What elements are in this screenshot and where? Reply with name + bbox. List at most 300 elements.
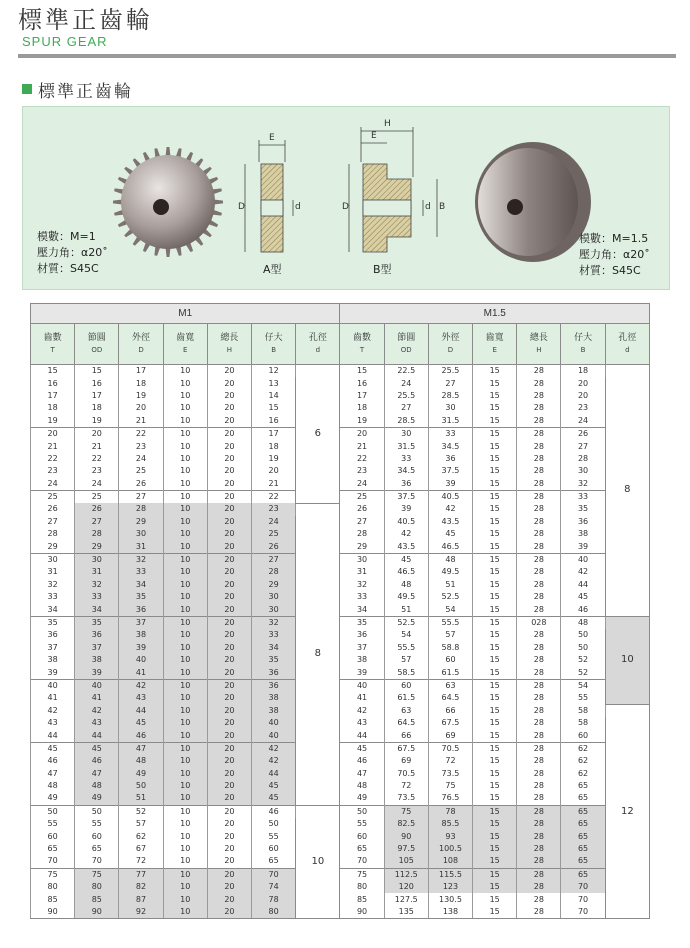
m1-cell: 75	[75, 868, 119, 881]
m1-cell: 26	[252, 540, 296, 553]
m15-cell: 73.5	[384, 792, 428, 805]
column-header-code: B	[271, 346, 277, 354]
m15-cell: 15	[473, 755, 517, 767]
section-title: 標準正齒輪	[38, 82, 133, 102]
m1-cell: 10	[163, 390, 207, 402]
column-header-name: 節圓	[87, 333, 106, 343]
m15-cell: 58.5	[384, 666, 428, 679]
m15-cell: 15	[473, 893, 517, 905]
m1-cell: 34	[252, 642, 296, 654]
m15-cell: 90	[384, 830, 428, 842]
table-row	[31, 503, 650, 515]
table-row	[31, 705, 650, 717]
m1-cell: 24	[252, 516, 296, 528]
m15-cell: 37	[340, 642, 384, 654]
m15-cell: 15	[473, 881, 517, 893]
m15-cell: 28	[517, 742, 561, 755]
m15-cell: 72	[384, 780, 428, 792]
m1-cell: 30	[31, 553, 75, 566]
m1-cell: 10	[163, 553, 207, 566]
m1-cell: 45	[252, 780, 296, 792]
m15-cell: 30	[340, 553, 384, 566]
left-spec-module: 模數：M=1	[37, 230, 96, 243]
table-row	[31, 893, 650, 905]
m15-cell: 61.5	[384, 692, 428, 704]
m15-cell: 28	[517, 692, 561, 704]
m15-cell: 40.5	[428, 490, 472, 503]
m15-cell: 54	[561, 679, 605, 692]
m1-cell: 30	[252, 591, 296, 603]
m1-cell: 40	[75, 679, 119, 692]
m1-cell: 16	[31, 377, 75, 389]
m1-cell: 20	[207, 792, 251, 805]
m15-cell: 22	[340, 453, 384, 465]
m1-cell: 41	[119, 666, 163, 679]
m15-cell: 69	[428, 729, 472, 742]
table-row	[31, 553, 650, 566]
m1-cell: 43	[31, 717, 75, 729]
m1-cell: 10	[163, 679, 207, 692]
m1-cell: 44	[75, 729, 119, 742]
m1-cell: 12	[252, 365, 296, 378]
m1-cell: 15	[75, 365, 119, 378]
table-row	[31, 453, 650, 465]
m1-cell: 26	[31, 503, 75, 515]
m1-cell: 18	[119, 377, 163, 389]
dim-label-small-d-b: d	[425, 202, 431, 212]
m1-cell: 29	[252, 579, 296, 591]
m15-cell: 15	[473, 566, 517, 578]
m1-cell: 90	[75, 906, 119, 919]
m15-cell: 46.5	[428, 540, 472, 553]
m15-cell: 50	[561, 642, 605, 654]
table-row	[31, 390, 650, 402]
m15-bore-cell: 8	[605, 365, 649, 617]
m15-cell: 15	[473, 654, 517, 666]
m15-cell: 52	[561, 666, 605, 679]
m1-cell: 20	[207, 553, 251, 566]
m1-cell: 42	[119, 679, 163, 692]
m15-cell: 41	[340, 692, 384, 704]
m1-cell: 55	[75, 818, 119, 830]
m15-cell: 72	[428, 755, 472, 767]
m15-cell: 39	[340, 666, 384, 679]
m15-bore-cell: 10	[605, 616, 649, 704]
spec-table	[30, 303, 650, 919]
column-header-code: E	[492, 346, 497, 354]
m1-cell: 38	[119, 629, 163, 641]
m15-cell: 28	[517, 591, 561, 603]
m15-cell: 29	[340, 540, 384, 553]
m15-cell: 28	[517, 855, 561, 868]
m1-cell: 23	[75, 465, 119, 477]
table-row	[31, 465, 650, 477]
m1-cell: 20	[75, 427, 119, 440]
m1-cell: 48	[75, 780, 119, 792]
m15-cell: 28	[517, 566, 561, 578]
m15-cell: 31.5	[384, 440, 428, 452]
m15-cell: 78	[428, 805, 472, 818]
m15-cell: 90	[340, 906, 384, 919]
m15-cell: 46	[340, 755, 384, 767]
column-header-code: D	[138, 346, 144, 354]
m1-cell: 33	[31, 591, 75, 603]
m1-cell: 20	[207, 540, 251, 553]
m1-cell: 34	[31, 603, 75, 616]
m15-cell: 28.5	[384, 415, 428, 428]
m1-cell: 40	[252, 717, 296, 729]
m15-cell: 70.5	[428, 742, 472, 755]
m1-cell: 27	[252, 553, 296, 566]
dim-label-e-a: E	[269, 133, 275, 143]
spur-gear-m1-photo-icon	[113, 147, 223, 257]
m15-cell: 28.5	[428, 390, 472, 402]
m1-cell: 19	[119, 390, 163, 402]
m1-cell: 10	[163, 805, 207, 818]
m15-cell: 64.5	[384, 717, 428, 729]
m15-cell: 28	[561, 453, 605, 465]
m1-cell: 20	[207, 830, 251, 842]
m15-cell: 15	[473, 528, 517, 540]
m15-cell: 28	[517, 654, 561, 666]
m1-cell: 65	[75, 843, 119, 855]
m1-cell: 60	[31, 830, 75, 842]
column-header-code: T	[50, 346, 55, 354]
m15-cell: 28	[517, 805, 561, 818]
m15-cell: 112.5	[384, 868, 428, 881]
m1-cell: 44	[31, 729, 75, 742]
table-row	[31, 666, 650, 679]
m1-cell: 49	[31, 792, 75, 805]
m1-cell: 32	[75, 579, 119, 591]
m1-cell: 49	[75, 792, 119, 805]
m15-cell: 15	[473, 855, 517, 868]
m1-cell: 20	[207, 805, 251, 818]
m1-cell: 27	[119, 490, 163, 503]
m15-cell: 28	[517, 453, 561, 465]
right-spec-angle: 壓力角：α20˚	[579, 248, 650, 261]
m1-cell: 38	[252, 705, 296, 717]
m1-cell: 20	[207, 906, 251, 919]
m1-cell: 80	[252, 906, 296, 919]
m15-cell: 58.8	[428, 642, 472, 654]
m15-cell: 85	[340, 893, 384, 905]
m15-cell: 15	[473, 629, 517, 641]
m1-cell: 10	[163, 855, 207, 868]
m1-cell: 34	[119, 579, 163, 591]
m15-cell: 40	[561, 553, 605, 566]
m15-cell: 27	[384, 402, 428, 414]
m15-cell: 23	[561, 402, 605, 414]
m1-cell: 10	[163, 830, 207, 842]
table-row	[31, 768, 650, 780]
m15-cell: 45	[384, 553, 428, 566]
m15-cell: 65	[561, 805, 605, 818]
m1-cell: 62	[119, 830, 163, 842]
m1-cell: 78	[252, 893, 296, 905]
m15-cell: 65	[561, 780, 605, 792]
m15-cell: 75	[428, 780, 472, 792]
m1-cell: 87	[119, 893, 163, 905]
m15-cell: 36	[561, 516, 605, 528]
m15-cell: 28	[517, 365, 561, 378]
m15-cell: 15	[473, 490, 517, 503]
m1-cell: 92	[119, 906, 163, 919]
m1-cell: 28	[31, 528, 75, 540]
m15-cell: 51	[428, 579, 472, 591]
m1-cell: 42	[252, 755, 296, 767]
m15-cell: 30	[561, 465, 605, 477]
m1-cell: 49	[119, 768, 163, 780]
table-row	[31, 415, 650, 428]
column-header-code: d	[315, 346, 321, 354]
m1-cell: 45	[31, 742, 75, 755]
m1-cell: 20	[207, 868, 251, 881]
m1-cell: 75	[31, 868, 75, 881]
m1-cell: 20	[207, 717, 251, 729]
table-row	[31, 868, 650, 881]
m1-cell: 20	[207, 516, 251, 528]
m1-cell: 23	[252, 503, 296, 515]
m15-cell: 62	[561, 742, 605, 755]
m15-cell: 28	[517, 465, 561, 477]
m15-cell: 49	[340, 792, 384, 805]
module-header-m1: M1	[31, 304, 340, 324]
m1-cell: 32	[119, 553, 163, 566]
m1-cell: 41	[31, 692, 75, 704]
m15-cell: 36	[384, 478, 428, 491]
m1-cell: 35	[31, 616, 75, 629]
m1-cell: 20	[207, 603, 251, 616]
m1-cell: 38	[31, 654, 75, 666]
table-row	[31, 516, 650, 528]
m15-cell: 73.5	[428, 768, 472, 780]
m15-cell: 115.5	[428, 868, 472, 881]
table-row	[31, 591, 650, 603]
m15-cell: 22.5	[384, 365, 428, 378]
m15-cell: 70.5	[384, 768, 428, 780]
m1-cell: 22	[252, 490, 296, 503]
table-row	[31, 579, 650, 591]
m15-cell: 46.5	[384, 566, 428, 578]
m15-cell: 52	[561, 654, 605, 666]
m15-cell: 45	[561, 591, 605, 603]
m15-cell: 28	[517, 755, 561, 767]
left-specs	[37, 229, 108, 277]
column-header-code: E	[182, 346, 188, 354]
m15-cell: 48	[561, 616, 605, 629]
m1-cell: 10	[163, 792, 207, 805]
m1-cell: 30	[119, 528, 163, 540]
m15-cell: 43	[340, 717, 384, 729]
m15-cell: 15	[473, 642, 517, 654]
m15-cell: 27	[428, 377, 472, 389]
m15-cell: 67.5	[428, 717, 472, 729]
m1-cell: 10	[163, 402, 207, 414]
m1-cell: 18	[31, 402, 75, 414]
m1-cell: 36	[252, 679, 296, 692]
table-row	[31, 377, 650, 389]
m1-cell: 82	[119, 881, 163, 893]
m1-cell: 10	[163, 427, 207, 440]
column-header-m15-d	[428, 324, 472, 365]
m15-cell: 15	[473, 742, 517, 755]
m1-cell: 20	[207, 490, 251, 503]
m1-cell: 10	[163, 490, 207, 503]
m15-cell: 49.5	[428, 566, 472, 578]
m1-cell: 55	[252, 830, 296, 842]
spur-gear-m15-photo-icon	[475, 142, 591, 262]
m1-cell: 26	[75, 503, 119, 515]
m15-cell: 65	[561, 868, 605, 881]
m15-cell: 28	[517, 830, 561, 842]
m15-cell: 28	[340, 528, 384, 540]
m1-cell: 85	[31, 893, 75, 905]
m15-cell: 15	[473, 792, 517, 805]
table-row	[31, 755, 650, 767]
m1-cell: 16	[75, 377, 119, 389]
m1-cell: 20	[207, 591, 251, 603]
column-header-m1-od	[75, 324, 119, 365]
m15-cell: 58	[561, 705, 605, 717]
column-header-name: 孔徑	[618, 333, 637, 343]
m1-cell: 32	[31, 579, 75, 591]
m1-cell: 21	[31, 440, 75, 452]
m15-cell: 34.5	[384, 465, 428, 477]
m15-cell: 15	[473, 780, 517, 792]
m15-cell: 42	[428, 503, 472, 515]
m15-cell: 34	[340, 603, 384, 616]
m15-cell: 39	[561, 540, 605, 553]
column-header-code: OD	[91, 346, 103, 354]
table-row	[31, 679, 650, 692]
m1-cell: 74	[252, 881, 296, 893]
m15-cell: 28	[517, 390, 561, 402]
m15-cell: 32	[340, 579, 384, 591]
m1-cell: 10	[163, 503, 207, 515]
m1-cell: 20	[207, 566, 251, 578]
m15-cell: 51	[384, 603, 428, 616]
m1-cell: 17	[75, 390, 119, 402]
column-header-m15-h	[517, 324, 561, 365]
m1-cell: 29	[119, 516, 163, 528]
column-header-name: 仔大	[574, 333, 593, 343]
table-row	[31, 692, 650, 704]
m1-cell: 10	[163, 705, 207, 717]
header-rule	[18, 54, 676, 58]
column-header-name: 總長	[220, 333, 239, 343]
m1-cell: 45	[252, 792, 296, 805]
m1-cell: 42	[252, 742, 296, 755]
table-row	[31, 616, 650, 629]
m15-cell: 58	[561, 717, 605, 729]
m15-cell: 57	[428, 629, 472, 641]
m15-cell: 15	[473, 390, 517, 402]
m15-cell: 123	[428, 881, 472, 893]
m1-cell: 50	[252, 818, 296, 830]
m15-cell: 33	[428, 427, 472, 440]
column-header-m15-b	[561, 324, 605, 365]
m1-cell: 20	[207, 729, 251, 742]
m1-cell: 48	[119, 755, 163, 767]
m15-cell: 55.5	[428, 616, 472, 629]
m15-cell: 38	[340, 654, 384, 666]
m1-cell: 36	[31, 629, 75, 641]
m1-cell: 23	[119, 440, 163, 452]
table-row	[31, 603, 650, 616]
m15-cell: 18	[561, 365, 605, 378]
table-row	[31, 729, 650, 742]
m1-cell: 38	[252, 692, 296, 704]
m1-cell: 21	[252, 478, 296, 491]
m1-cell: 35	[119, 591, 163, 603]
m15-cell: 15	[473, 453, 517, 465]
m1-cell: 20	[207, 843, 251, 855]
m15-cell: 50	[561, 629, 605, 641]
m15-cell: 15	[473, 616, 517, 629]
m15-cell: 15	[473, 768, 517, 780]
m1-cell: 20	[207, 365, 251, 378]
dim-label-small-d-a: d	[295, 202, 301, 212]
m1-cell: 10	[163, 540, 207, 553]
m15-cell: 28	[517, 780, 561, 792]
m15-cell: 26	[561, 427, 605, 440]
m1-cell: 10	[163, 742, 207, 755]
m15-cell: 28	[517, 705, 561, 717]
m15-cell: 25.5	[428, 365, 472, 378]
table-row	[31, 830, 650, 842]
table-row	[31, 478, 650, 491]
m15-cell: 63	[384, 705, 428, 717]
m1-cell: 10	[163, 377, 207, 389]
m15-cell: 66	[428, 705, 472, 717]
m1-cell: 15	[31, 365, 75, 378]
m1-cell: 10	[163, 642, 207, 654]
m15-cell: 28	[517, 402, 561, 414]
m15-cell: 15	[473, 868, 517, 881]
m15-cell: 15	[473, 553, 517, 566]
m1-cell: 10	[163, 843, 207, 855]
m1-cell: 20	[207, 705, 251, 717]
table-row	[31, 365, 650, 378]
table-row	[31, 440, 650, 452]
table-row	[31, 843, 650, 855]
m15-cell: 97.5	[384, 843, 428, 855]
m1-cell: 48	[31, 780, 75, 792]
m15-bore-cell: 12	[605, 705, 649, 919]
m1-cell: 46	[252, 805, 296, 818]
type-a-drawing-icon	[245, 140, 293, 252]
dim-label-b-b: B	[439, 202, 446, 212]
m15-cell: 75	[340, 868, 384, 881]
column-header-name: 齒寬	[485, 333, 504, 343]
m1-cell: 43	[119, 692, 163, 704]
gear-diagram-graphics	[23, 107, 669, 289]
type-b-label: B型	[373, 263, 392, 276]
m15-cell: 15	[473, 603, 517, 616]
m1-cell: 24	[31, 478, 75, 491]
m15-cell: 100.5	[428, 843, 472, 855]
m15-cell: 130.5	[428, 893, 472, 905]
m1-cell: 10	[163, 629, 207, 641]
m1-cell: 36	[119, 603, 163, 616]
m15-cell: 28	[517, 666, 561, 679]
m15-cell: 17	[340, 390, 384, 402]
table-row	[31, 792, 650, 805]
m15-cell: 15	[473, 503, 517, 515]
column-header-m1-b	[252, 324, 296, 365]
m1-cell: 28	[252, 566, 296, 578]
